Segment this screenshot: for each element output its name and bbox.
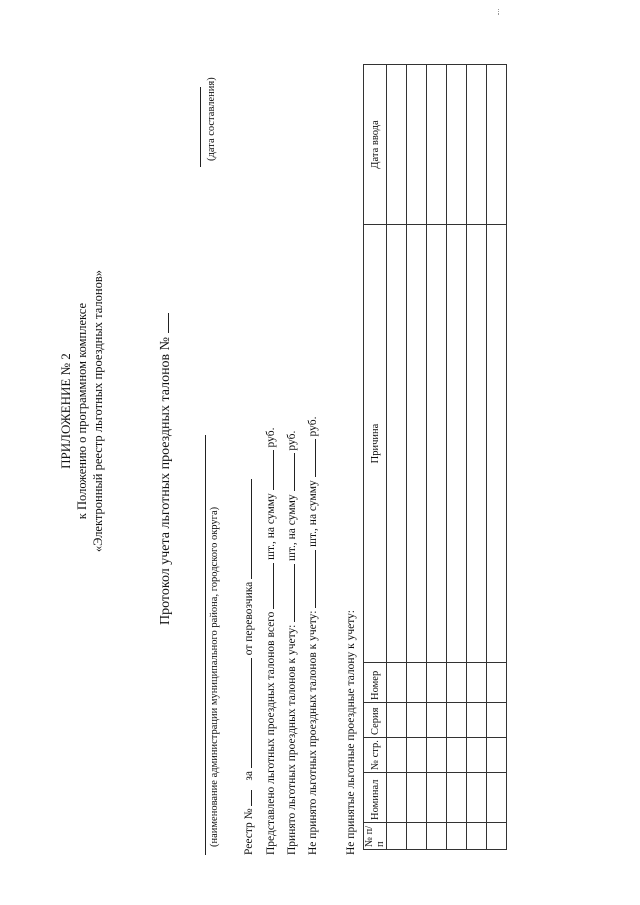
date-caption: (дата составления) (206, 77, 217, 161)
table-cell[interactable] (427, 823, 447, 850)
admin-caption: (наименование администрации муниципального района, городского округа) (209, 506, 220, 847)
table-cell[interactable] (447, 703, 467, 738)
table-cell[interactable] (387, 773, 407, 823)
table-cell[interactable] (407, 773, 427, 823)
appendix-title: ПРИЛОЖЕНИЕ № 2 (58, 353, 73, 469)
table-row (487, 65, 507, 850)
table-cell[interactable] (467, 823, 487, 850)
table-cell[interactable] (487, 738, 507, 773)
rejected-row (307, 417, 319, 855)
table-cell[interactable] (407, 823, 427, 850)
rejected-count-field[interactable] (315, 550, 316, 608)
accepted-count-field[interactable] (294, 564, 295, 622)
accepted-sum-field[interactable] (294, 453, 295, 491)
rejected-table-caption: Не принятые льготные проездные талону к учету: (345, 610, 357, 855)
accepted-pcs-label: шт., на сумму (286, 494, 298, 561)
table-cell[interactable] (487, 773, 507, 823)
table-cell[interactable] (387, 823, 407, 850)
table-cell[interactable] (407, 65, 427, 225)
col-header-nominal: Номинал (364, 773, 387, 823)
table-cell[interactable] (467, 703, 487, 738)
submitted-count-field[interactable] (273, 563, 274, 609)
table-cell[interactable] (407, 225, 427, 663)
table-cell[interactable] (467, 225, 487, 663)
col-header-number: № п/п (364, 823, 387, 850)
table-cell[interactable] (447, 773, 467, 823)
rejected-coupons-table (363, 64, 507, 850)
table-cell[interactable] (427, 738, 447, 773)
table-cell[interactable] (407, 703, 427, 738)
date-line (200, 87, 201, 167)
table-cell[interactable] (427, 663, 447, 703)
col-header-entry-date: Дата ввода (364, 65, 387, 225)
protocol-title-row (158, 313, 174, 625)
table-cell[interactable] (447, 65, 467, 225)
table-row (447, 65, 467, 850)
table-header-row (364, 65, 387, 850)
col-header-series: Серия (364, 703, 387, 738)
table-cell[interactable] (407, 663, 427, 703)
table-cell[interactable] (467, 65, 487, 225)
table-cell[interactable] (447, 225, 467, 663)
table-cell[interactable] (487, 663, 507, 703)
submitted-sum-field[interactable] (273, 450, 274, 490)
table-cell[interactable] (427, 225, 447, 663)
table-cell[interactable] (387, 663, 407, 703)
table-cell[interactable] (487, 703, 507, 738)
table-cell[interactable] (407, 738, 427, 773)
registry-row (243, 479, 255, 855)
rejected-label: Не принято льготных проездных талонов к учету: (307, 610, 319, 855)
appendix-header (58, 270, 106, 552)
accepted-rub-label: руб. (286, 430, 298, 451)
registry-for-label: за (243, 770, 255, 781)
rejected-pcs-label: шт., на сумму (307, 480, 319, 547)
registry-period-field[interactable] (251, 658, 252, 768)
protocol-title: Протокол учета льготных проездных талонов № (158, 336, 173, 625)
col-header-page: № стр. (364, 738, 387, 773)
table-cell[interactable] (467, 663, 487, 703)
table-cell[interactable] (447, 663, 467, 703)
col-header-reason: Причина (364, 225, 387, 663)
table-cell[interactable] (387, 738, 407, 773)
table-cell[interactable] (487, 225, 507, 663)
table-cell[interactable] (467, 773, 487, 823)
submitted-row (265, 428, 277, 855)
submitted-label: Представлено льготных проездных талонов всего (265, 611, 277, 855)
admin-name-line (205, 435, 206, 855)
table-cell[interactable] (427, 65, 447, 225)
registry-number-field[interactable] (251, 790, 252, 806)
submitted-rub-label: руб. (265, 427, 277, 448)
appendix-line-2: «Электронный реестр льготных проездных талонов» (91, 270, 105, 553)
table-cell[interactable] (387, 703, 407, 738)
table-row (427, 65, 447, 850)
rejected-rub-label: руб. (307, 416, 319, 437)
accepted-label: Принято льготных проездных талонов к учету: (286, 624, 298, 855)
carrier-name-field[interactable] (251, 479, 252, 579)
table-cell[interactable] (487, 65, 507, 225)
table-row (387, 65, 407, 850)
table-row (407, 65, 427, 850)
table-cell[interactable] (427, 703, 447, 738)
table-cell[interactable] (467, 738, 487, 773)
scan-artifact (498, 9, 499, 15)
rejected-sum-field[interactable] (315, 439, 316, 477)
appendix-line-1: к Положению о программном комплексе (75, 302, 89, 520)
table-cell[interactable] (427, 773, 447, 823)
col-header-coupon-number: Номер (364, 663, 387, 703)
accepted-row (286, 431, 298, 855)
submitted-pcs-label: шт., на сумму (265, 493, 277, 560)
registry-label: Реестр № (243, 808, 255, 855)
table-cell[interactable] (487, 823, 507, 850)
table-cell[interactable] (387, 65, 407, 225)
table-cell[interactable] (447, 738, 467, 773)
protocol-number-field[interactable] (168, 313, 169, 333)
from-carrier-label: от перевозчика (243, 581, 255, 656)
table-cell[interactable] (447, 823, 467, 850)
table-row (467, 65, 487, 850)
table-cell[interactable] (387, 225, 407, 663)
